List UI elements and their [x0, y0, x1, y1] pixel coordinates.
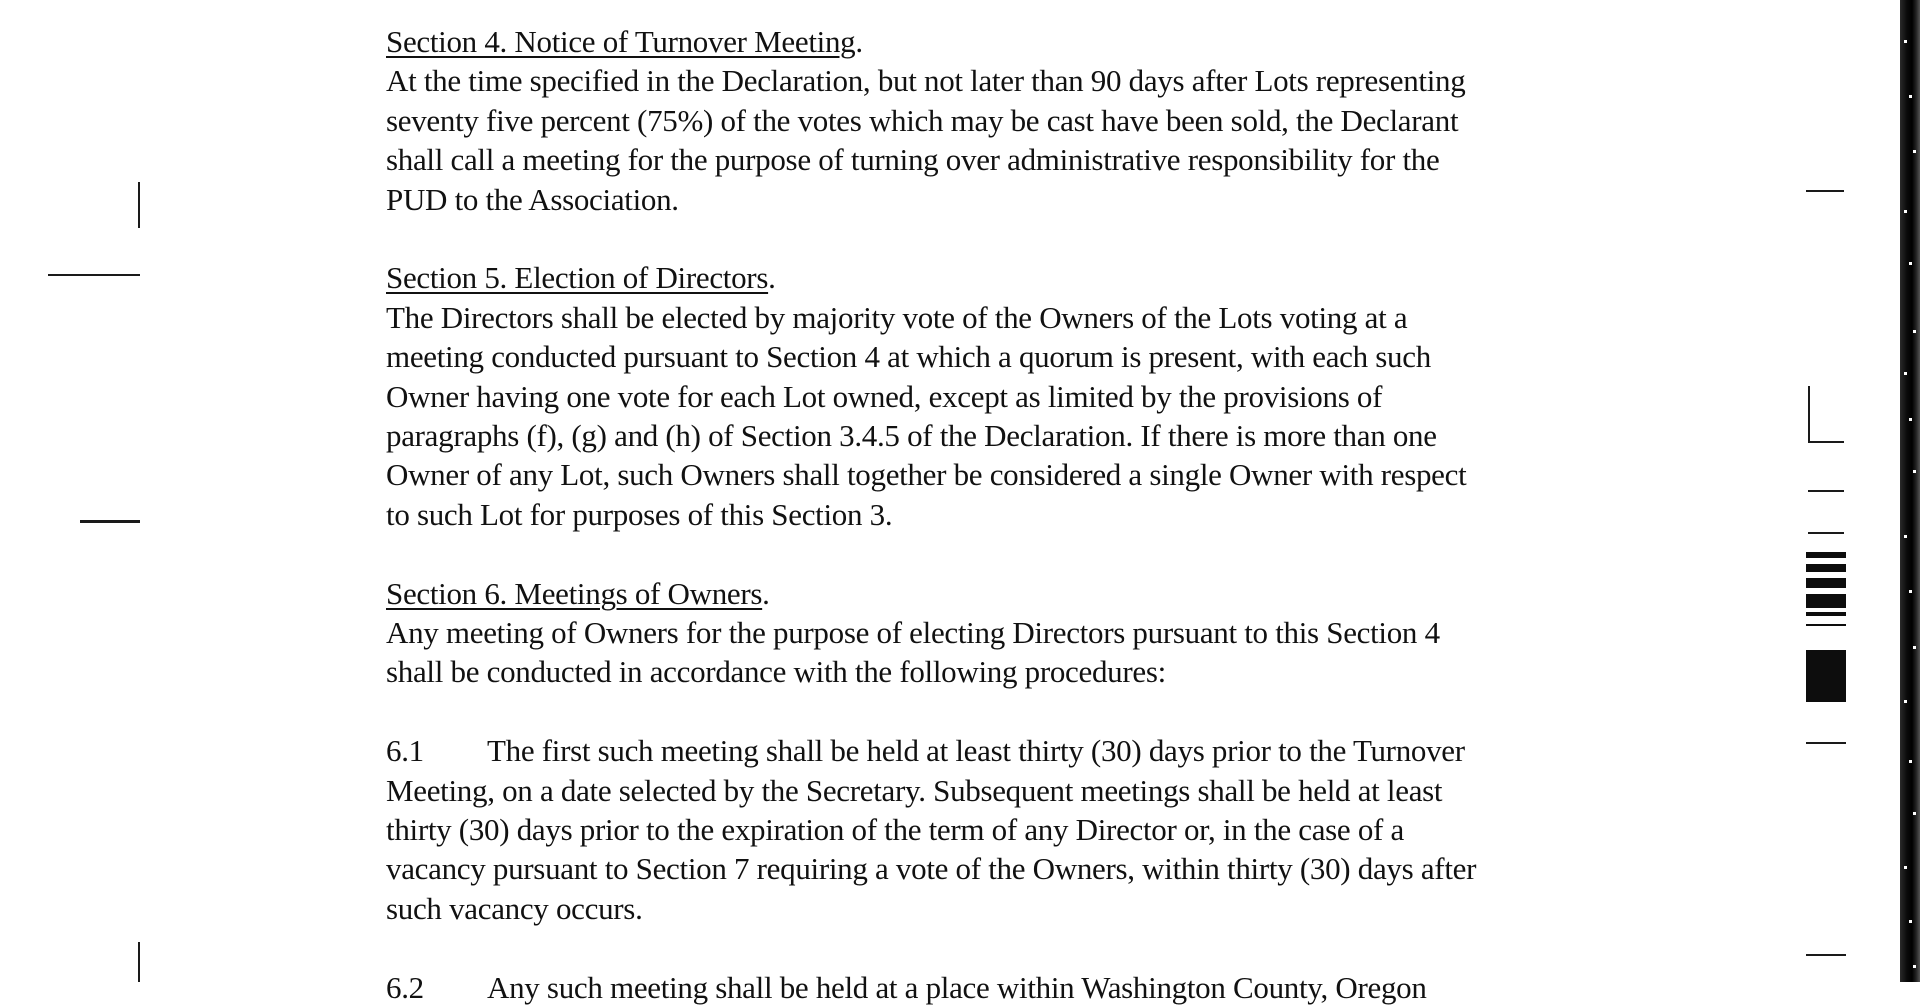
scan-mark-right-5 — [1806, 954, 1846, 956]
scan-mark-right-3 — [1808, 532, 1844, 534]
section-6-line-1: Any meeting of Owners for the purpose of electing Directors pursuant to this Section 4 — [386, 615, 1440, 651]
section-4-line-4: PUD to the Association. — [386, 181, 679, 217]
scan-mark-left-horizontal-2 — [80, 520, 140, 523]
scan-mark-left-vertical-1 — [138, 182, 140, 228]
paragraph-6-1-line-5: such vacancy occurs. — [386, 890, 643, 926]
scan-mark-right-2 — [1808, 490, 1844, 492]
section-4-heading-period: . — [855, 24, 863, 59]
section-5-heading-period: . — [768, 260, 776, 296]
section-4-line-3: shall call a meeting for the purpose of turning over administrative responsibility for the — [386, 142, 1440, 178]
scan-edge-speck — [1913, 470, 1916, 473]
scan-edge-speck — [1904, 372, 1907, 375]
scan-mark-right-1 — [1806, 190, 1844, 192]
scan-edge-speck — [1909, 760, 1912, 763]
section-5 — [386, 258, 1586, 534]
section-5-line-6: to such Lot for purposes of this Section 3. — [386, 496, 893, 532]
paragraph-6-2-number: 6.2 — [386, 969, 424, 1005]
scan-mark-left-vertical-2 — [138, 942, 140, 982]
section-4 — [386, 22, 1586, 219]
scan-edge-speck — [1904, 700, 1907, 703]
scan-mark-right-bracket-v — [1808, 386, 1810, 442]
section-4-line-2: seventy five percent (75%) of the votes which may be cast have been sold, the Declarant — [386, 102, 1459, 138]
document-body — [386, 22, 1586, 1007]
section-6-heading-period: . — [762, 575, 770, 611]
scan-edge-speck — [1913, 330, 1916, 333]
paragraph-6-1 — [386, 731, 1586, 928]
scan-edge-speck — [1909, 95, 1912, 98]
section-4-line-1: At the time specified in the Declaration, but not later than 90 days after Lots representing — [386, 63, 1466, 99]
section-6-line-2: shall be conducted in accordance with the following procedures: — [386, 654, 1166, 690]
paragraph-6-1-number: 6.1 — [386, 733, 424, 769]
scan-mark-left-horizontal-1 — [48, 274, 140, 276]
scan-edge-speck — [1904, 866, 1907, 869]
paragraph-6-1-first-line: The first such meeting shall be held at least thirty (30) days prior to the Turnover — [487, 733, 1465, 769]
paragraph-6-1-line-2: Meeting, on a date selected by the Secretary. Subsequent meetings shall be held at least — [386, 772, 1443, 808]
scan-edge-speck — [1913, 965, 1916, 968]
paragraph-6-2-first-line: Any such meeting shall be held at a place within Washington County, Oregon — [487, 969, 1427, 1005]
section-5-line-1: The Directors shall be elected by majority vote of the Owners of the Lots voting at a — [386, 299, 1408, 335]
barcode-artifact — [1806, 552, 1846, 702]
paragraph-6-1-line-3: thirty (30) days prior to the expiration of the term of any Director or, in the case of a — [386, 812, 1404, 848]
section-6-heading: Section 6. Meetings of Owners — [386, 575, 763, 611]
scan-edge-speck — [1913, 150, 1916, 153]
scan-mark-right-bracket-h — [1808, 441, 1844, 443]
scan-edge-speck — [1904, 210, 1907, 213]
scan-edge-speck — [1913, 812, 1916, 815]
section-5-heading: Section 5. Election of Directors — [386, 260, 769, 296]
section-6 — [386, 574, 1586, 692]
section-4-heading: Section 4. Notice of Turnover Meeting — [386, 24, 856, 59]
paragraph-6-1-line-4: vacancy pursuant to Section 7 requiring a vote of the Owners, within thirty (30) days after — [386, 851, 1477, 887]
scan-edge-speck — [1909, 920, 1912, 923]
section-5-line-4: paragraphs (f), (g) and (h) of Section 3.4.5 of the Declaration. If there is more than one — [386, 418, 1437, 454]
paragraph-6-2 — [386, 968, 1586, 1007]
scan-edge-speck — [1913, 646, 1916, 649]
scan-edge-speck — [1909, 418, 1912, 421]
scan-edge-speck — [1904, 40, 1907, 43]
scan-edge-speck — [1904, 535, 1907, 538]
scan-edge-speck — [1909, 262, 1912, 265]
section-5-line-3: Owner having one vote for each Lot owned, except as limited by the provisions of — [386, 378, 1383, 414]
section-5-line-2: meeting conducted pursuant to Section 4 at which a quorum is present, with each such — [386, 339, 1431, 375]
scan-mark-right-4 — [1806, 742, 1846, 744]
scan-edge-speck — [1909, 590, 1912, 593]
section-5-line-5: Owner of any Lot, such Owners shall together be considered a single Owner with respect — [386, 457, 1467, 493]
scan-right-edge-border — [1900, 0, 1920, 982]
